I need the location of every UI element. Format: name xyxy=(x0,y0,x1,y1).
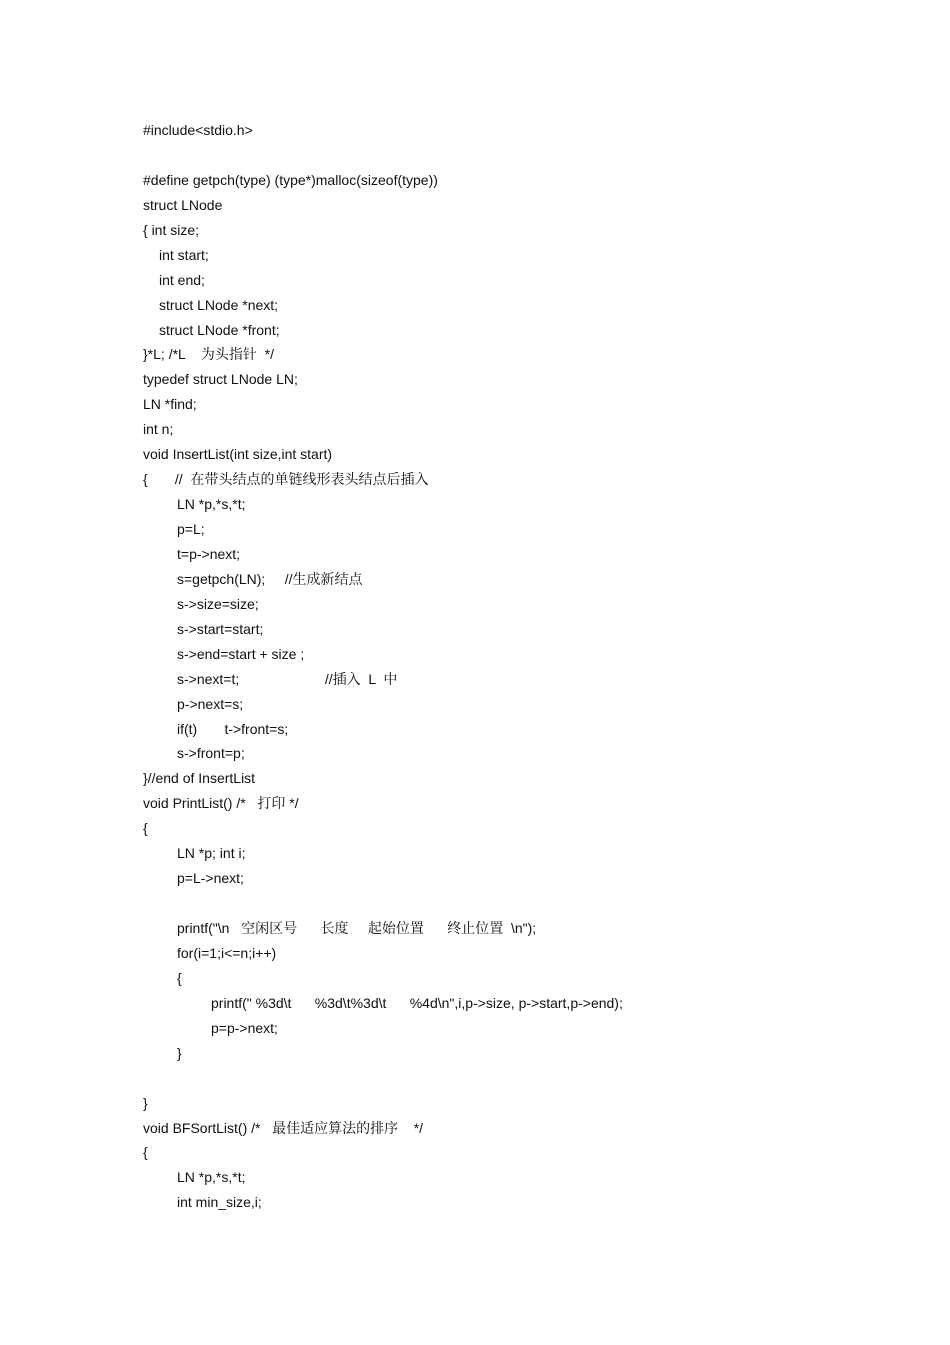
code-line: printf("\n 空闲区号 长度 起始位置 终止位置 \n"); xyxy=(177,920,537,936)
code-line: p=L->next; xyxy=(177,870,244,887)
code-line: void InsertList(int size,int start) xyxy=(143,446,333,463)
code-line: t=p->next; xyxy=(177,545,241,562)
code-line: struct LNode *next; xyxy=(159,296,279,313)
code-line: s->front=p; xyxy=(177,745,245,762)
code-line xyxy=(143,143,923,168)
code-line: p=p->next; xyxy=(211,1019,278,1036)
code-line: } xyxy=(143,1094,148,1111)
code-line: }*L; /*L 为头指针 */ xyxy=(143,346,274,363)
code-line: int min_size,i; xyxy=(177,1194,262,1211)
code-line: } xyxy=(177,1044,182,1061)
code-line: void BFSortList() /* 最佳适应算法的排序 */ xyxy=(143,1119,424,1136)
code-line: p=L; xyxy=(177,521,205,537)
code-line: #include<stdio.h> xyxy=(143,122,253,138)
code-line: { xyxy=(143,820,148,837)
code-line: { xyxy=(177,969,182,986)
code-line: LN *p; int i; xyxy=(177,845,246,862)
code-line: { int size; xyxy=(143,221,200,238)
code-line: typedef struct LNode LN; xyxy=(143,371,298,388)
code-line: printf(" %3d\t %3d\t%3d\t %4d\n",i,p->size, p->start,p->end); xyxy=(211,994,623,1011)
code-line: s->start=start; xyxy=(177,620,264,637)
code-line: #define getpch(type) (type*)malloc(sizeof(type)) xyxy=(143,171,438,188)
code-line: s->next=t; //插入 L 中 xyxy=(177,670,398,687)
code-line: struct LNode xyxy=(143,196,223,213)
code-line: s->size=size; xyxy=(177,595,259,612)
code-line: { // 在带头结点的单链线形表头结点后插入 xyxy=(143,471,429,488)
code-line: for(i=1;i<=n;i++) xyxy=(177,944,277,961)
code-line: s=getpch(LN); //生成新结点 xyxy=(177,570,363,587)
code-line: { xyxy=(143,1144,148,1161)
code-line: }//end of InsertList xyxy=(143,770,256,787)
code-line: int start; xyxy=(159,246,209,263)
code-line: struct LNode *front; xyxy=(159,321,280,338)
code-line xyxy=(143,1066,923,1091)
code-line: LN *find; xyxy=(143,396,197,413)
code-listing xyxy=(143,118,923,1215)
code-line: LN *p,*s,*t; xyxy=(177,496,246,513)
code-line: if(t) t->front=s; xyxy=(177,720,289,737)
code-line: LN *p,*s,*t; xyxy=(177,1169,246,1186)
code-line: void PrintList() /* 打印 */ xyxy=(143,795,299,812)
code-line: int n; xyxy=(143,421,174,438)
code-line: p->next=s; xyxy=(177,695,244,712)
code-line: s->end=start + size ; xyxy=(177,645,305,662)
code-line: int end; xyxy=(159,271,205,288)
code-line xyxy=(143,891,923,916)
